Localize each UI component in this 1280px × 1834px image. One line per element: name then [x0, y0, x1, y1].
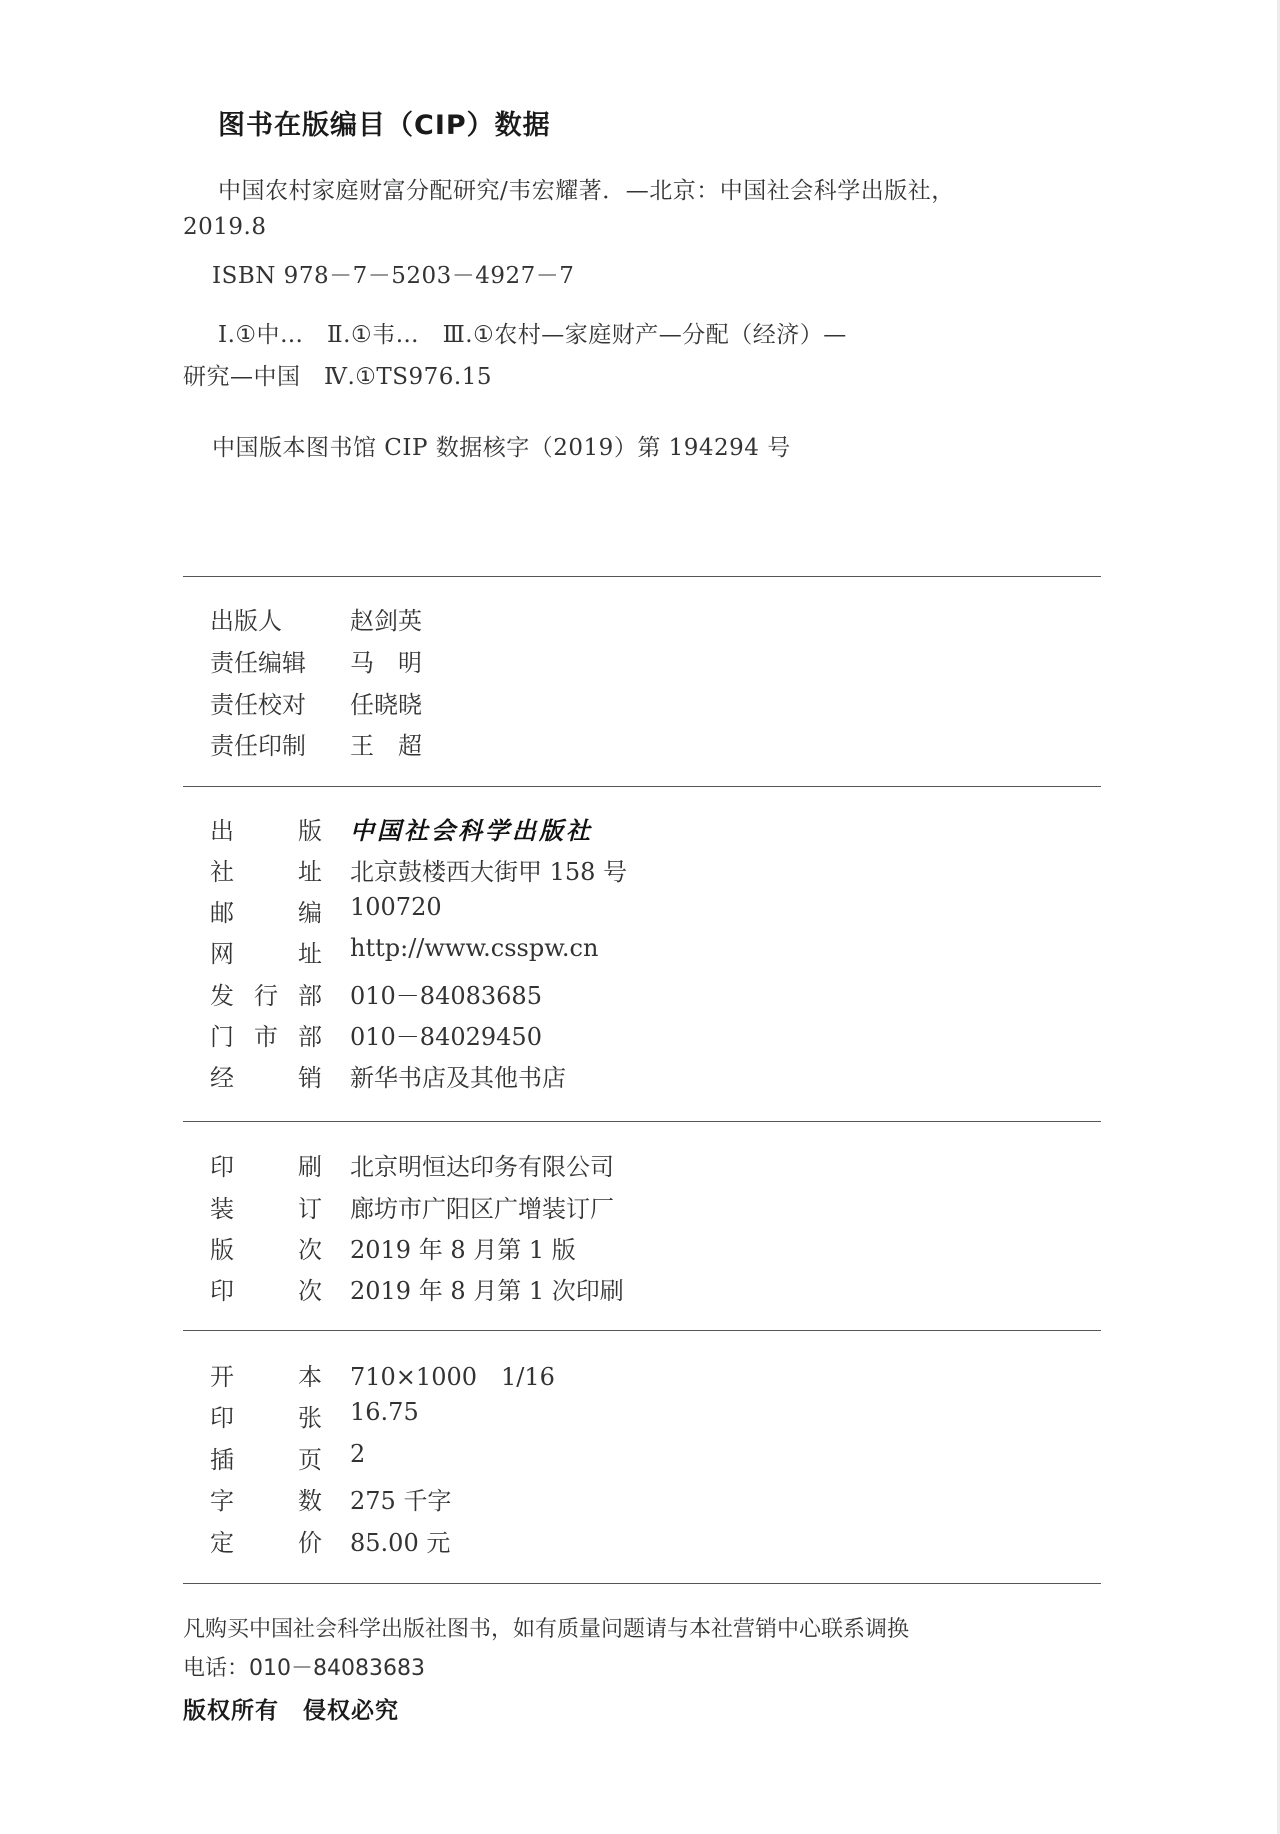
info-value: 2 [350, 1440, 366, 1468]
quality-notice: 凡购买中国社会科学出版社图书，如有质量问题请与本社营销中心联系调换 [183, 1617, 910, 1642]
label-char: 字 [210, 1487, 234, 1515]
info-value: 任晓晓 [350, 691, 422, 719]
info-label [210, 893, 322, 928]
info-value: 710×1000 1/16 [350, 1363, 555, 1391]
label-char: 版 [298, 817, 322, 845]
label-char: 编 [298, 899, 322, 927]
info-label [210, 1147, 322, 1182]
info-label [210, 852, 322, 887]
info-label [210, 643, 322, 678]
label-char: 印 [210, 1404, 234, 1432]
info-label [210, 1440, 322, 1475]
divider [183, 1330, 1101, 1331]
label-text: 责任印制 [210, 732, 306, 760]
info-label [210, 976, 322, 1011]
label-char: 销 [298, 1064, 322, 1092]
label-char: 部 [298, 1023, 322, 1051]
service-phone: 电话：010－84083683 [183, 1656, 425, 1681]
label-char: 页 [298, 1446, 322, 1474]
info-value: 2019 年 8 月第 1 版 [350, 1236, 576, 1264]
label-char: 定 [210, 1529, 234, 1557]
divider [183, 576, 1101, 577]
label-char: 门 [210, 1023, 234, 1051]
label-char: 印 [210, 1277, 234, 1305]
label-char: 行 [254, 982, 278, 1010]
label-char: 市 [254, 1023, 278, 1051]
info-label [210, 685, 322, 720]
label-char: 次 [298, 1236, 322, 1264]
info-value: 275 千字 [350, 1487, 452, 1515]
label-char: 数 [298, 1487, 322, 1515]
divider [183, 786, 1101, 787]
label-text: 出版人 [210, 607, 282, 635]
info-label [210, 601, 322, 636]
label-char: 版 [210, 1236, 234, 1264]
cip-publication-date: 2019.8 [183, 214, 267, 240]
info-value: 85.00 元 [350, 1529, 451, 1557]
label-char: 邮 [210, 899, 234, 927]
label-char: 出 [210, 817, 234, 845]
label-char: 址 [298, 940, 322, 968]
info-value: 16.75 [350, 1398, 419, 1426]
label-char: 装 [210, 1195, 234, 1223]
info-value: 北京鼓楼西大街甲 158 号 [350, 858, 628, 886]
info-label [210, 1357, 322, 1392]
label-char: 网 [210, 940, 234, 968]
info-label [210, 1481, 322, 1516]
info-label [210, 1523, 322, 1558]
info-value: http://www.csspw.cn [350, 934, 599, 962]
info-label [210, 811, 322, 846]
info-value: 王 超 [350, 732, 422, 760]
info-label [210, 1017, 322, 1052]
cip-isbn: ISBN 978－7－5203－4927－7 [212, 263, 575, 289]
label-char: 订 [298, 1195, 322, 1223]
info-value: 赵剑英 [350, 607, 422, 635]
info-value: 廊坊市广阳区广增装订厂 [350, 1195, 614, 1223]
label-char: 开 [210, 1363, 234, 1391]
label-char: 址 [298, 858, 322, 886]
info-label [210, 726, 322, 761]
info-label [210, 934, 322, 969]
label-text: 责任编辑 [210, 649, 306, 677]
info-value: 马 明 [350, 649, 422, 677]
divider [183, 1121, 1101, 1122]
label-char: 部 [298, 982, 322, 1010]
cip-title: 图书在版编目（CIP）数据 [218, 110, 551, 141]
info-value: 010－84083685 [350, 982, 542, 1010]
label-char: 经 [210, 1064, 234, 1092]
info-label [210, 1398, 322, 1433]
cip-record-number: 中国版本图书馆 CIP 数据核字（2019）第 194294 号 [212, 435, 791, 461]
cip-bibliographic-line: 中国农村家庭财富分配研究/韦宏耀著．—北京：中国社会科学出版社， [218, 178, 955, 204]
info-label [210, 1058, 322, 1093]
label-char: 价 [298, 1529, 322, 1557]
label-char: 社 [210, 858, 234, 886]
info-value: 100720 [350, 893, 442, 921]
copyright-notice: 版权所有 侵权必究 [183, 1698, 399, 1724]
label-char: 插 [210, 1446, 234, 1474]
label-char: 张 [298, 1404, 322, 1432]
info-value: 北京明恒达印务有限公司 [350, 1153, 614, 1181]
cip-classification-line2: 研究—中国 Ⅳ.①TS976.15 [183, 364, 492, 390]
label-text: 责任校对 [210, 691, 306, 719]
label-char: 刷 [298, 1153, 322, 1181]
cip-classification-line1: Ⅰ.①中… Ⅱ.①韦… Ⅲ.①农村—家庭财产—分配（经济）— [218, 322, 847, 348]
info-label [210, 1189, 322, 1224]
info-label [210, 1230, 322, 1265]
info-label [210, 1271, 322, 1306]
info-value: 010－84029450 [350, 1023, 542, 1051]
info-value: 新华书店及其他书店 [350, 1064, 566, 1092]
info-value: 中国社会科学出版社 [350, 816, 593, 845]
label-char: 发 [210, 982, 234, 1010]
label-char: 次 [298, 1277, 322, 1305]
info-value: 2019 年 8 月第 1 次印刷 [350, 1277, 624, 1305]
divider [183, 1583, 1101, 1584]
label-char: 印 [210, 1153, 234, 1181]
label-char: 本 [298, 1363, 322, 1391]
